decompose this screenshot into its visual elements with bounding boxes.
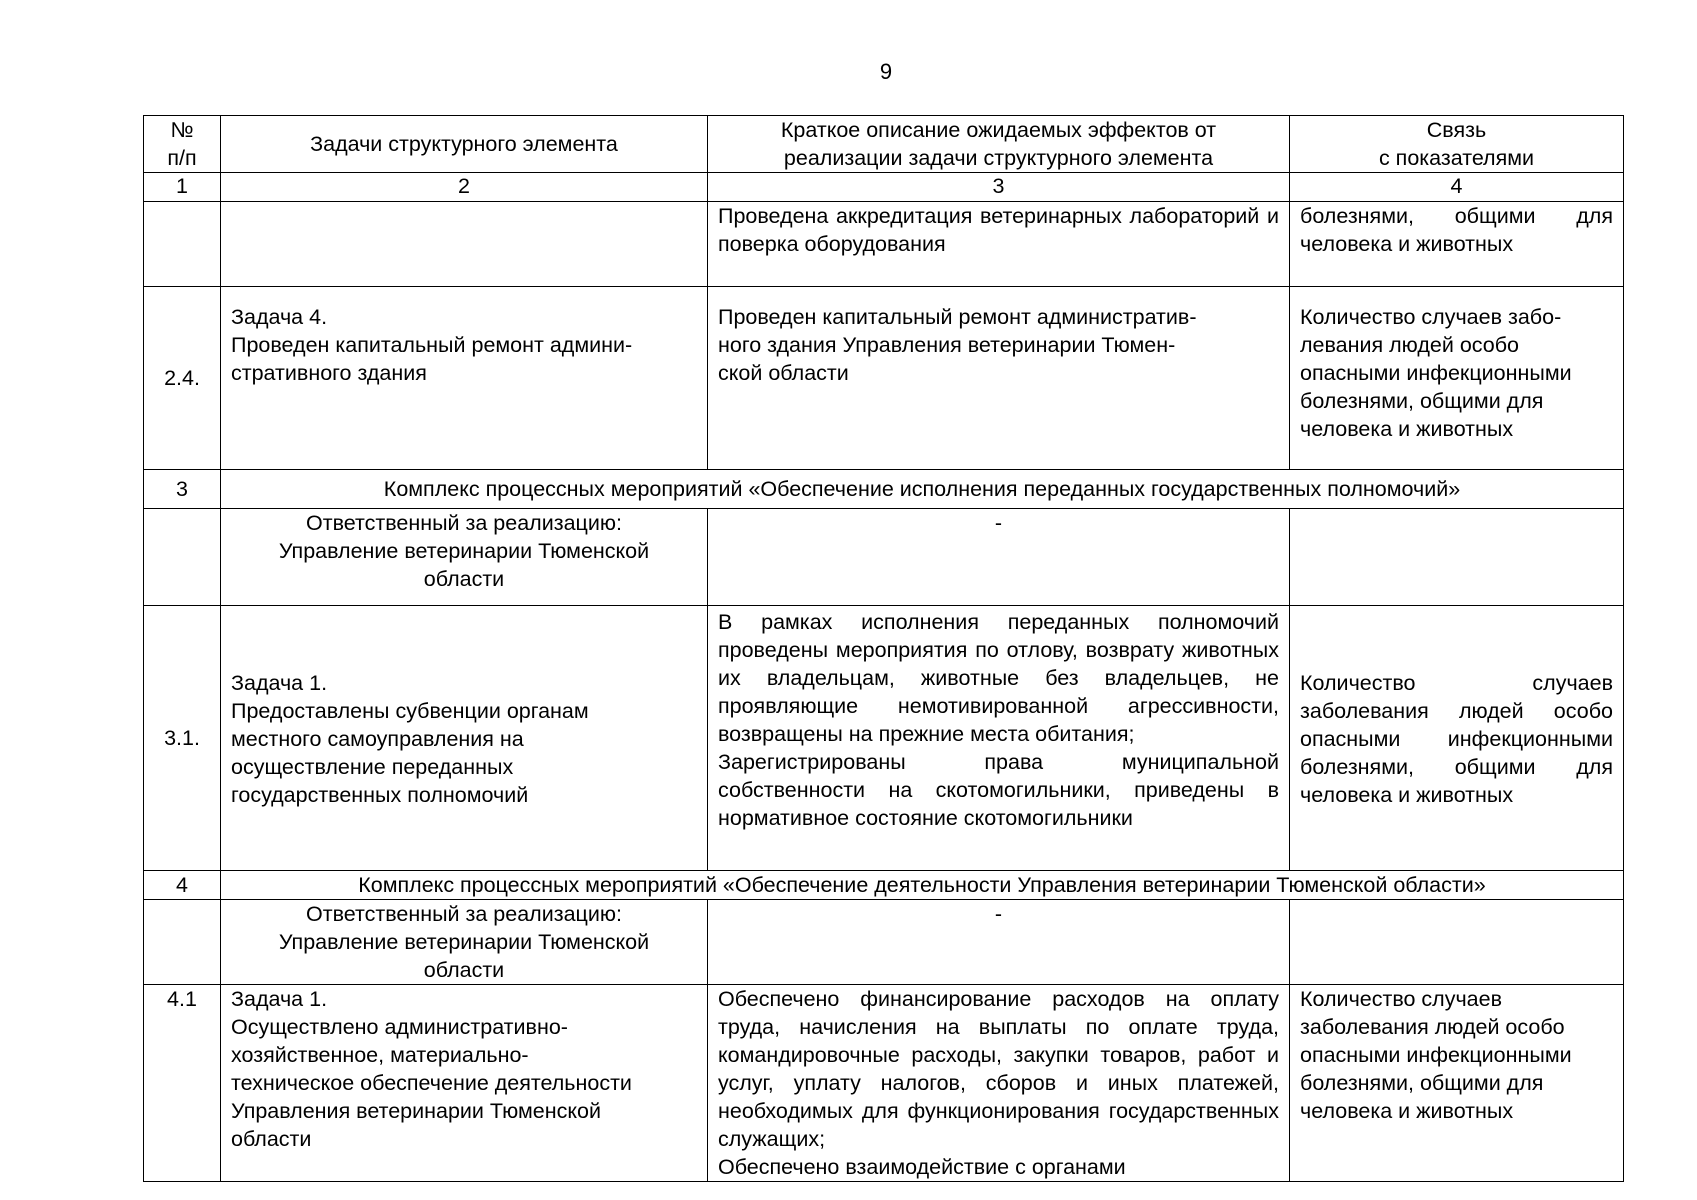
column-index: 4 (1290, 173, 1624, 202)
indicator-cell (1290, 900, 1624, 985)
effect-cell: Проведен капитальный ремонт административ- ного здания Управления ветеринарии Тюмен- ской области (708, 287, 1290, 470)
effect-cell: - (708, 900, 1290, 985)
task-cell (221, 202, 708, 287)
indicator-cell: Количество случаев забо- левания людей особо опасными инфекционными болезнями, общими для человека и животных (1290, 287, 1624, 470)
row-number-cell: 3.1. (144, 606, 221, 871)
indicator-cell (1290, 509, 1624, 606)
row-number-cell: 4.1 (144, 985, 221, 1182)
section-row (144, 871, 1624, 900)
effect-cell: Обеспечено финансирование расходов на оплату труда, начисления на выплаты по оплате труда, командировочные расходы, закупки товаров, работ и услуг, уплату налогов, сборов и иных платежей, необходимых для функционирования государственных служащих; Обеспечено взаимодействие с органами (708, 985, 1290, 1182)
task-cell: Задача 4. Проведен капитальный ремонт админи- стративного здания (221, 287, 708, 470)
section-number-cell: 3 (144, 470, 221, 509)
header-effects: Краткое описание ожидаемых эффектов от реализации задачи структурного элемента (708, 116, 1290, 173)
section-number-cell: 4 (144, 871, 221, 900)
effect-cell: В рамках исполнения переданных полномочий проведены мероприятия по отлову, возврату животных их владельцам, животные без владельцев, не проявляющие немотивированной агрессивности, возвращены на прежние места обитания; Зарегистрированы права муниципальной собственности на скотомогильники, приведены в нормативное состояние скотомогильники (708, 606, 1290, 871)
table-row (144, 985, 1624, 1182)
column-index: 1 (144, 173, 221, 202)
section-title: Комплекс процессных мероприятий «Обеспечение деятельности Управления ветеринарии Тюменской области» (221, 871, 1624, 900)
table-row (144, 202, 1624, 287)
row-number-cell (144, 900, 221, 985)
header-indicators: Связь с показателями (1290, 116, 1624, 173)
row-number-cell (144, 509, 221, 606)
column-index: 2 (221, 173, 708, 202)
responsible-cell: Ответственный за реализацию: Управление ветеринарии Тюменской области (221, 900, 708, 985)
column-index: 3 (708, 173, 1290, 202)
table-row (144, 287, 1624, 470)
indicator-cell: Количество случаев заболевания людей особо опасными инфекционными болезнями, общими для человека и животных (1290, 606, 1624, 871)
row-number-cell (144, 202, 221, 287)
column-index-row (144, 173, 1624, 202)
task-cell: Задача 1. Предоставлены субвенции органам местного самоуправления на осуществление переданных государственных полномочий (221, 606, 708, 871)
header-number: № п/п (144, 116, 221, 173)
row-number-cell: 2.4. (144, 287, 221, 470)
section-title: Комплекс процессных мероприятий «Обеспечение исполнения переданных государственных полномочий» (221, 470, 1624, 509)
indicator-cell: Количество случаев заболевания людей особо опасными инфекционными болезнями, общими для человека и животных (1290, 985, 1624, 1182)
responsible-cell: Ответственный за реализацию: Управление ветеринарии Тюменской области (221, 509, 708, 606)
section-row (144, 470, 1624, 509)
responsible-row (144, 900, 1624, 985)
structural-elements-table (143, 115, 1624, 1182)
task-cell: Задача 1. Осуществлено административно- хозяйственное, материально- техническое обеспечение деятельности Управления ветеринарии Тюменской области (221, 985, 708, 1182)
table-header-row (144, 116, 1624, 173)
table-row (144, 606, 1624, 871)
effect-cell: - (708, 509, 1290, 606)
indicator-cell: болезнями, общими для человека и животных (1290, 202, 1624, 287)
page-number: 9 (879, 59, 893, 84)
effect-cell: Проведена аккредитация ветеринарных лабораторий и поверка оборудования (708, 202, 1290, 287)
responsible-row (144, 509, 1624, 606)
header-tasks: Задачи структурного элемента (221, 116, 708, 173)
